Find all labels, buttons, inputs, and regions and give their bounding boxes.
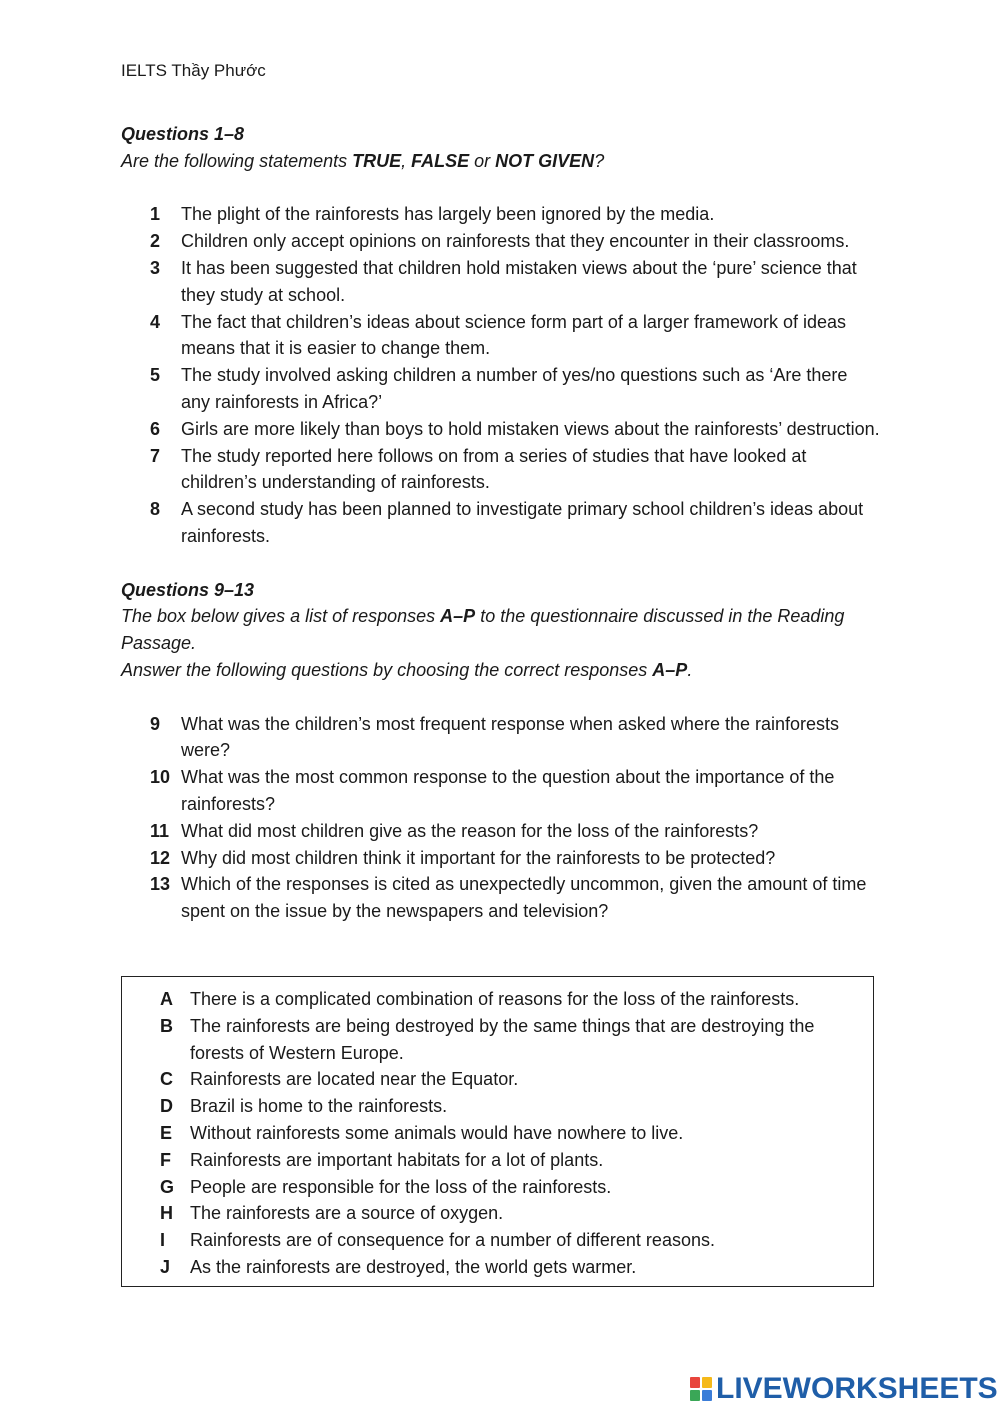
section2-instruction-1: The box below gives a list of responses A–P to the questionnaire discussed in the Reading Passage. xyxy=(121,606,845,654)
section2-instruction-2: Answer the following questions by choosing the correct responses A–P. xyxy=(121,659,693,680)
option-letter: H xyxy=(160,1203,173,1224)
question-number: 13 xyxy=(150,874,171,895)
question-item xyxy=(121,496,881,550)
question-number: 4 xyxy=(150,311,161,332)
option-letter: J xyxy=(160,1256,171,1277)
option-text: Without rainforests some animals would have nowhere to live. xyxy=(190,1122,684,1143)
liveworksheets-logo-icon xyxy=(690,1377,712,1401)
logo-icon-square xyxy=(690,1377,700,1388)
option-text: Brazil is home to the rainforests. xyxy=(190,1096,448,1117)
option-text: Rainforests are located near the Equator. xyxy=(190,1069,519,1090)
question-item xyxy=(121,764,881,818)
response-options-box xyxy=(121,976,874,1287)
section2-question-list xyxy=(121,711,881,925)
question-item xyxy=(121,416,881,443)
question-text: What did most children give as the reason for the loss of the rainforests? xyxy=(181,820,759,841)
question-number: 10 xyxy=(150,767,171,788)
option-letter: I xyxy=(160,1230,166,1251)
option-item xyxy=(122,1013,873,1067)
section1-instruction: Are the following statements TRUE, FALSE or NOT GIVEN? xyxy=(121,150,605,171)
question-number: 5 xyxy=(150,365,161,386)
question-item xyxy=(121,443,881,497)
question-text: Children only accept opinions on rainforests that they encounter in their classrooms. xyxy=(181,231,850,252)
option-item xyxy=(122,986,873,1013)
question-text: It has been suggested that children hold mistaken views about the ‘pure’ science that they study at school. xyxy=(181,257,857,305)
question-text: Which of the responses is cited as unexpectedly uncommon, given the amount of time spent on the issue by the newspapers and television? xyxy=(181,874,867,922)
option-text: People are responsible for the loss of the rainforests. xyxy=(190,1176,612,1197)
question-number: 1 xyxy=(150,204,161,225)
question-text: The plight of the rainforests has largely been ignored by the media. xyxy=(181,204,715,225)
option-text: As the rainforests are destroyed, the world gets warmer. xyxy=(190,1256,637,1277)
option-item xyxy=(122,1200,873,1227)
option-text: Rainforests are of consequence for a number of different reasons. xyxy=(190,1230,715,1251)
question-number: 7 xyxy=(150,445,161,466)
question-text: Girls are more likely than boys to hold mistaken views about the rainforests’ destruction. xyxy=(181,418,880,439)
logo-icon-square xyxy=(702,1377,712,1388)
liveworksheets-logo[interactable] xyxy=(690,1372,998,1406)
question-number: 9 xyxy=(150,713,161,734)
option-text: The rainforests are a source of oxygen. xyxy=(190,1203,504,1224)
question-text: A second study has been planned to investigate primary school children’s ideas about rainforests. xyxy=(181,499,864,546)
question-item xyxy=(121,255,881,309)
option-letter: C xyxy=(160,1069,173,1090)
logo-icon-square xyxy=(690,1390,700,1401)
logo-text: LIVEWORKSHEETS xyxy=(716,1372,998,1405)
question-number: 11 xyxy=(150,820,170,841)
question-number: 3 xyxy=(150,257,161,278)
question-text: The fact that children’s ideas about science form part of a larger framework of ideas means that it is easier to change them. xyxy=(181,311,846,359)
page-header: IELTS Thầy Phước xyxy=(121,61,266,80)
option-text: There is a complicated combination of reasons for the loss of the rainforests. xyxy=(190,989,800,1009)
question-item xyxy=(121,711,881,765)
option-item xyxy=(122,1147,873,1174)
question-item xyxy=(121,818,881,845)
section1-title: Questions 1–8 xyxy=(121,124,245,144)
section2-title: Questions 9–13 xyxy=(121,579,255,600)
option-item xyxy=(122,1254,873,1281)
option-letter: B xyxy=(160,1015,173,1036)
question-item xyxy=(121,228,881,255)
option-item xyxy=(122,1066,873,1093)
option-letter: E xyxy=(160,1122,173,1143)
option-letter: G xyxy=(160,1176,175,1197)
content-area xyxy=(121,121,881,925)
option-text: Rainforests are important habitats for a lot of plants. xyxy=(190,1149,604,1170)
question-number: 12 xyxy=(150,847,171,868)
option-item xyxy=(122,1227,873,1254)
question-item xyxy=(121,309,881,363)
option-item xyxy=(122,1174,873,1201)
option-letter: A xyxy=(160,989,173,1009)
question-text: The study reported here follows on from a series of studies that have looked at children’s understanding of rainforests. xyxy=(181,445,807,493)
question-number: 6 xyxy=(150,418,161,439)
question-number: 2 xyxy=(150,231,161,252)
question-item xyxy=(121,201,881,228)
question-item xyxy=(121,845,881,872)
section1-question-list xyxy=(121,201,881,549)
question-number: 8 xyxy=(150,499,161,520)
option-item xyxy=(122,1093,873,1120)
option-letter: F xyxy=(160,1149,171,1170)
question-item xyxy=(121,362,881,416)
question-item xyxy=(121,871,881,925)
logo-icon-square xyxy=(702,1390,712,1401)
question-text: What was the children’s most frequent response when asked where the rainforests were? xyxy=(181,713,840,761)
option-item xyxy=(122,1120,873,1147)
question-text: The study involved asking children a number of yes/no questions such as ‘Are there any rainforests in Africa?’ xyxy=(181,365,848,412)
option-text: The rainforests are being destroyed by the same things that are destroying the forests of Western Europe. xyxy=(190,1015,815,1063)
question-text: Why did most children think it important for the rainforests to be protected? xyxy=(181,847,776,868)
question-text: What was the most common response to the question about the importance of the rainforests? xyxy=(181,767,835,814)
option-letter: D xyxy=(160,1096,173,1117)
